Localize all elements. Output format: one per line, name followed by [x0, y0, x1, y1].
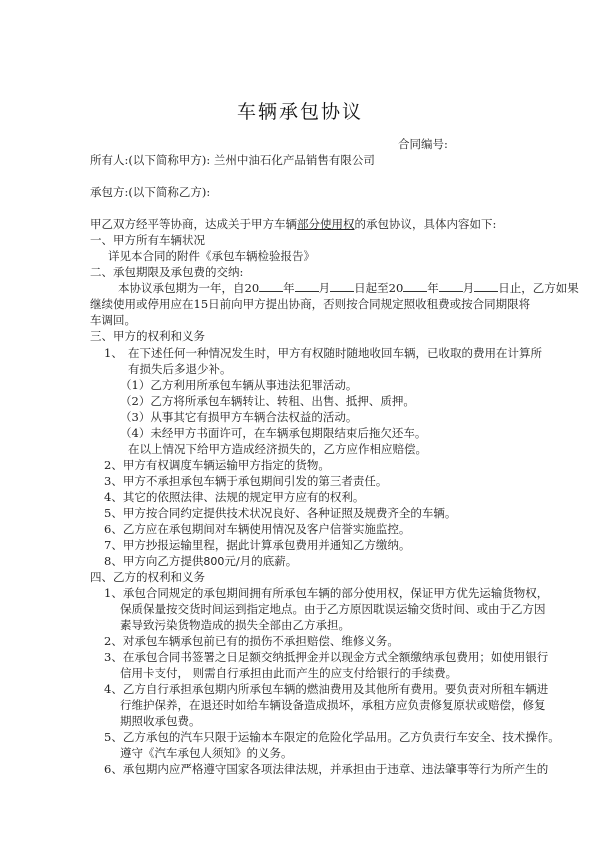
party-a-abbr: (以下简称甲方):: [128, 153, 211, 167]
section-3-sub-tail: 在以上情况下给甲方造成经济损失的，乙方应作相应赔偿。: [128, 442, 427, 456]
term-start-prefix: 本协议承包期为一年，自20: [118, 281, 260, 295]
section-1-heading: 一、甲方所有车辆状况: [90, 233, 205, 247]
section-3-sub-2: （2）乙方将所承包车辆转让、转租、出售、抵押、质押。: [120, 394, 415, 408]
section-2-line-2: 继续使用或停用应在15日前向甲方提出协商，否则按合同规定照收租费或按合同期限将: [90, 297, 531, 311]
section-4-heading: 四、乙方的权利和义务: [90, 570, 205, 584]
intro-paragraph: [90, 217, 496, 231]
term-end-prefix: 日起至20: [354, 281, 404, 295]
section-4-item-5-line-1: 5、乙方承包的汽车只限于运输本车限定的危险化学品用。乙方负责行车安全、技术操作。: [104, 730, 560, 744]
party-a-name: 兰州中油石化产品销售有限公司: [213, 153, 375, 167]
blank-field: [403, 281, 427, 292]
blank-field: [474, 281, 498, 292]
intro-text-pre: 甲乙双方经平等协商，达成关于甲方车辆: [90, 217, 297, 231]
section-2-line-3: 车调回。: [90, 313, 136, 327]
section-4-item-4-line-2: 行维护保养，在退还时如给车辆设备造成损坏，承租方应负责修复原状或赔偿，修复: [120, 698, 546, 712]
section-4-item-2: 2、对承包车辆承包前已有的损伤不承担赔偿、维修义务。: [104, 634, 399, 648]
section-3-item-7: 7、甲方抄报运输里程，据此计算承包费用并通知乙方缴纳。: [104, 538, 411, 552]
section-4-item-5-line-2: 遵守《汽车承包人须知》的义务。: [120, 746, 293, 760]
year-label: 年: [427, 281, 439, 295]
section-3-item-6: 6、乙方应在承包期间对车辆使用情况及客户信誉实施监控。: [104, 522, 411, 536]
section-3-sub-3: （3）从事其它有损甲方车辆合法权益的活动。: [120, 410, 358, 424]
intro-text-post: 的承包协议，具体内容如下:: [354, 217, 497, 231]
section-4-item-4-line-3: 期照收承包费。: [120, 714, 201, 728]
section-3-item-4: 4、其它的依照法律、法规的规定甲方应有的权利。: [104, 490, 365, 504]
section-4-item-4-line-1: 4、乙方自行承担承包期内所承包车辆的燃油费用及其他所有费用。要负责对所租车辆进: [104, 682, 549, 696]
month-label: 月: [462, 281, 475, 295]
blank-field: [259, 281, 283, 292]
section-3-item-8: [104, 554, 297, 569]
section-3-item-2: 2、甲方有权调度车辆运输甲方指定的货物。: [104, 458, 330, 472]
section-2-heading: 二、承包期限及承包费的交纳:: [90, 265, 244, 279]
section-1-text: 详见本合同的附件《承包车辆检验报告》: [108, 249, 315, 263]
item-8-text-pre: 8、甲方向乙方提供: [104, 554, 204, 568]
section-4-item-3-line-1: 3、在承包合同书签署之日足额交纳抵押金并以现金方式全额缴纳承包费用；如使用银行: [104, 650, 549, 664]
year-label: 年: [283, 281, 295, 295]
section-3-sub-1: （1）乙方利用所承包车辆从事违法犯罪活动。: [120, 378, 358, 392]
blank-field: [330, 281, 354, 292]
intro-underlined-term: 部分使用权: [297, 217, 355, 231]
party-a-line: [90, 153, 375, 167]
section-3-item-5: 5、甲方按合同约定提供技术状况良好、各种证照及规费齐全的车辆。: [104, 506, 457, 520]
term-suffix: 日止，乙方如果: [498, 281, 579, 295]
section-4-item-3-line-2: 信用卡支付， 则需自行承担由此而产生的应支付给银行的手续费。: [120, 666, 458, 680]
section-3-item-1-line-2: 有损失后多退少补。: [128, 362, 232, 376]
section-4-item-1-line-1: 1、承包合同规定的承包期间拥有所承包车辆的部分使用权，保证甲方优先运输货物权，: [104, 586, 549, 600]
document-title: 车辆承包协议: [236, 101, 363, 123]
section-4-item-1-line-2: 保质保量按交货时间运到指定地点。由于乙方原因耽误运输交货时间、或由于乙方因: [120, 602, 546, 616]
party-b-abbr: (以下简称乙方):: [128, 185, 211, 199]
section-2-line-1: [118, 281, 579, 295]
blank-field: [295, 281, 319, 292]
section-3-item-1-line-1: 在下述任何一种情况发生时，甲方有权随时随地收回车辆，已收取的费用在计算所: [128, 346, 542, 360]
section-4-item-6-line-1: 6、承包期内应严格遵守国家各项法律法规，并承担由于违章、违法肇事等行为所产生的: [104, 762, 549, 776]
party-b-label: 承包方:: [90, 185, 129, 199]
month-label: 月: [318, 281, 331, 295]
blank-field: [439, 281, 463, 292]
section-4-item-1-line-3: 素导致污染货物造成的损失全部由乙方承担。: [120, 618, 350, 632]
contract-number-label: 合同编号:: [398, 137, 448, 151]
section-3-item-3: 3、甲方不承担承包车辆于承包期间引发的第三者责任。: [104, 474, 388, 488]
salary-amount: 800: [203, 555, 225, 568]
party-b-line: [90, 185, 210, 199]
item-8-text-post: 元/月的底薪。: [224, 554, 298, 568]
party-a-label: 所有人:: [90, 153, 129, 167]
section-3-sub-4: （4）未经甲方书面许可，在车辆承包期限结束后拖欠还车。: [120, 426, 427, 440]
section-3-item-1-number: 1、: [104, 346, 123, 360]
section-3-heading: 三、甲方的权利和义务: [90, 329, 205, 343]
